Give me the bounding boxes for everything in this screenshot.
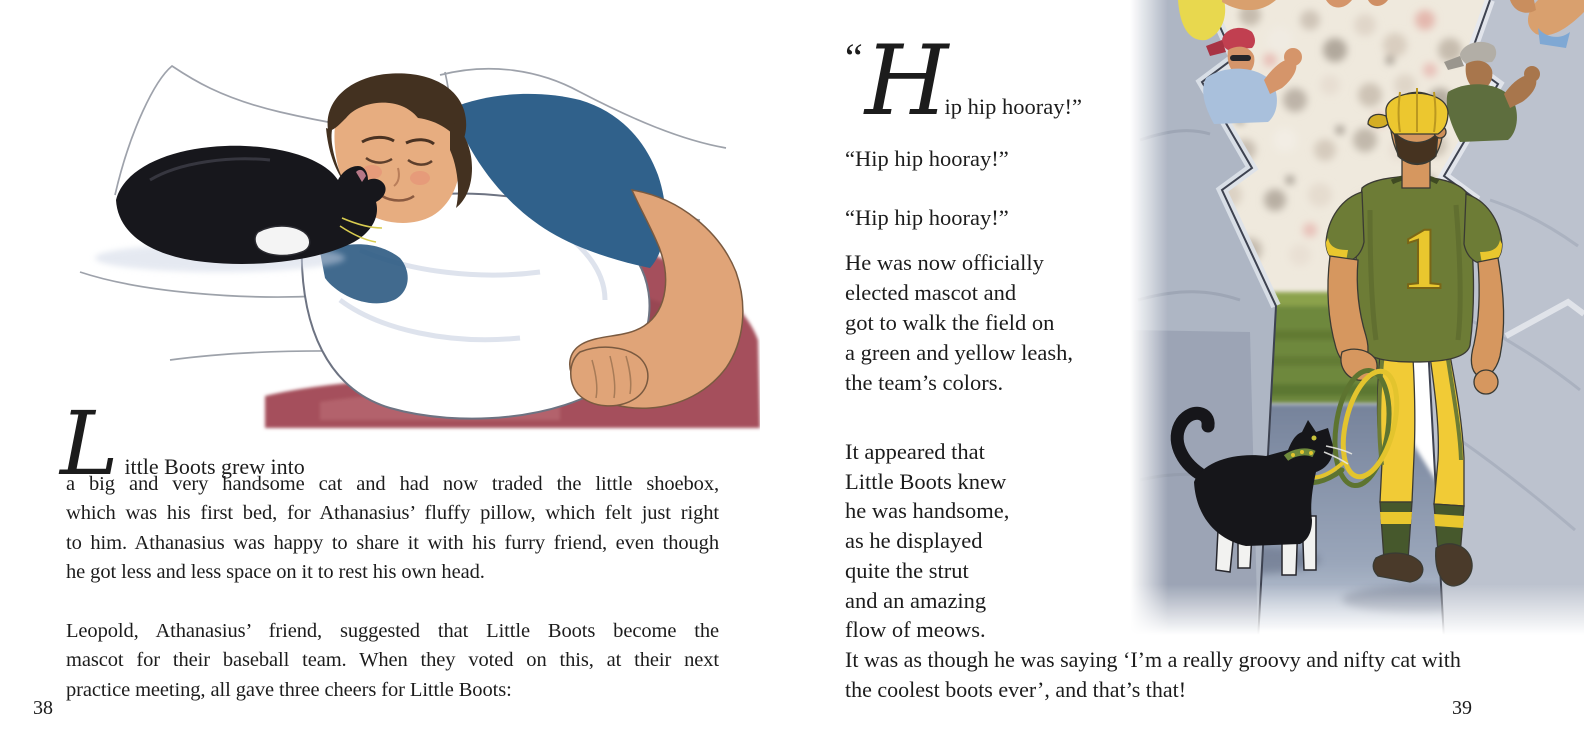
right-paragraph-1 xyxy=(845,248,1073,398)
open-quote: “ xyxy=(845,35,863,80)
left-paragraph-2 xyxy=(66,617,719,705)
text-line: as he displayed xyxy=(845,528,983,554)
text-line: elected mascot and xyxy=(845,280,1017,305)
text-line: practice meeting, all gave three cheers for Little Boots: xyxy=(66,678,512,701)
illustration-left-fade xyxy=(1122,0,1168,640)
text-line: got to walk the field on xyxy=(845,310,1055,335)
text-line: He was now officially xyxy=(845,250,1044,275)
page-number-right: 39 xyxy=(1452,697,1472,719)
text-line: a green and yellow leash, xyxy=(845,340,1074,365)
cheer-line-3: “Hip hip hooray!” xyxy=(845,205,1009,230)
text-line: the team’s colors. xyxy=(845,370,1004,395)
right-paragraph-2 xyxy=(845,437,1009,645)
text-line: which was his first bed, for Athanasius’ fluffy pillow, which felt just right xyxy=(66,502,719,525)
text-line: he got less and less space on it to rest his own head. xyxy=(66,561,485,584)
opening-line: ittle Boots grew into xyxy=(124,454,305,479)
text-line: quite the strut xyxy=(845,557,969,583)
drop-cap-letter: H xyxy=(864,25,949,137)
jersey-number: 1 xyxy=(1401,211,1445,308)
text-line: Little Boots knew xyxy=(845,468,1007,494)
illustration-boy-sleeping-with-cat xyxy=(20,0,760,435)
drop-cap-letter: L xyxy=(60,392,119,495)
text-line: and an amazing xyxy=(845,587,987,613)
text-line: the coolest boots ever’, and that’s that! xyxy=(845,677,1187,702)
text-line: Leopold, Athanasius’ friend, suggested that Little Boots become the xyxy=(66,620,719,642)
page-number-left: 38 xyxy=(33,697,53,719)
text-line: a big and very handsome cat and had now traded the little shoebox, xyxy=(66,473,719,495)
text-line: he was handsome, xyxy=(845,498,1010,524)
left-paragraph-1 xyxy=(66,470,719,588)
cheer-line-2: “Hip hip hooray!” xyxy=(845,146,1009,171)
text-line: It appeared that xyxy=(845,439,985,464)
illustration-mascot-walk xyxy=(1130,0,1584,640)
text-line: to him. Athanasius was happy to share it with his furry friend, even though xyxy=(66,531,719,554)
cheer-text: ip hip hooray!” xyxy=(944,94,1082,119)
right-paragraph-3 xyxy=(845,645,1461,705)
illustration-bottom-fade xyxy=(1130,584,1584,646)
text-line: It was as though he was saying ‘I’m a really groovy and nifty cat with xyxy=(845,647,1461,672)
text-line: mascot for their baseball team. When they voted on this, at their next xyxy=(66,649,719,672)
text-line: flow of meows. xyxy=(845,617,986,643)
cheer-line-1 xyxy=(845,25,1082,137)
